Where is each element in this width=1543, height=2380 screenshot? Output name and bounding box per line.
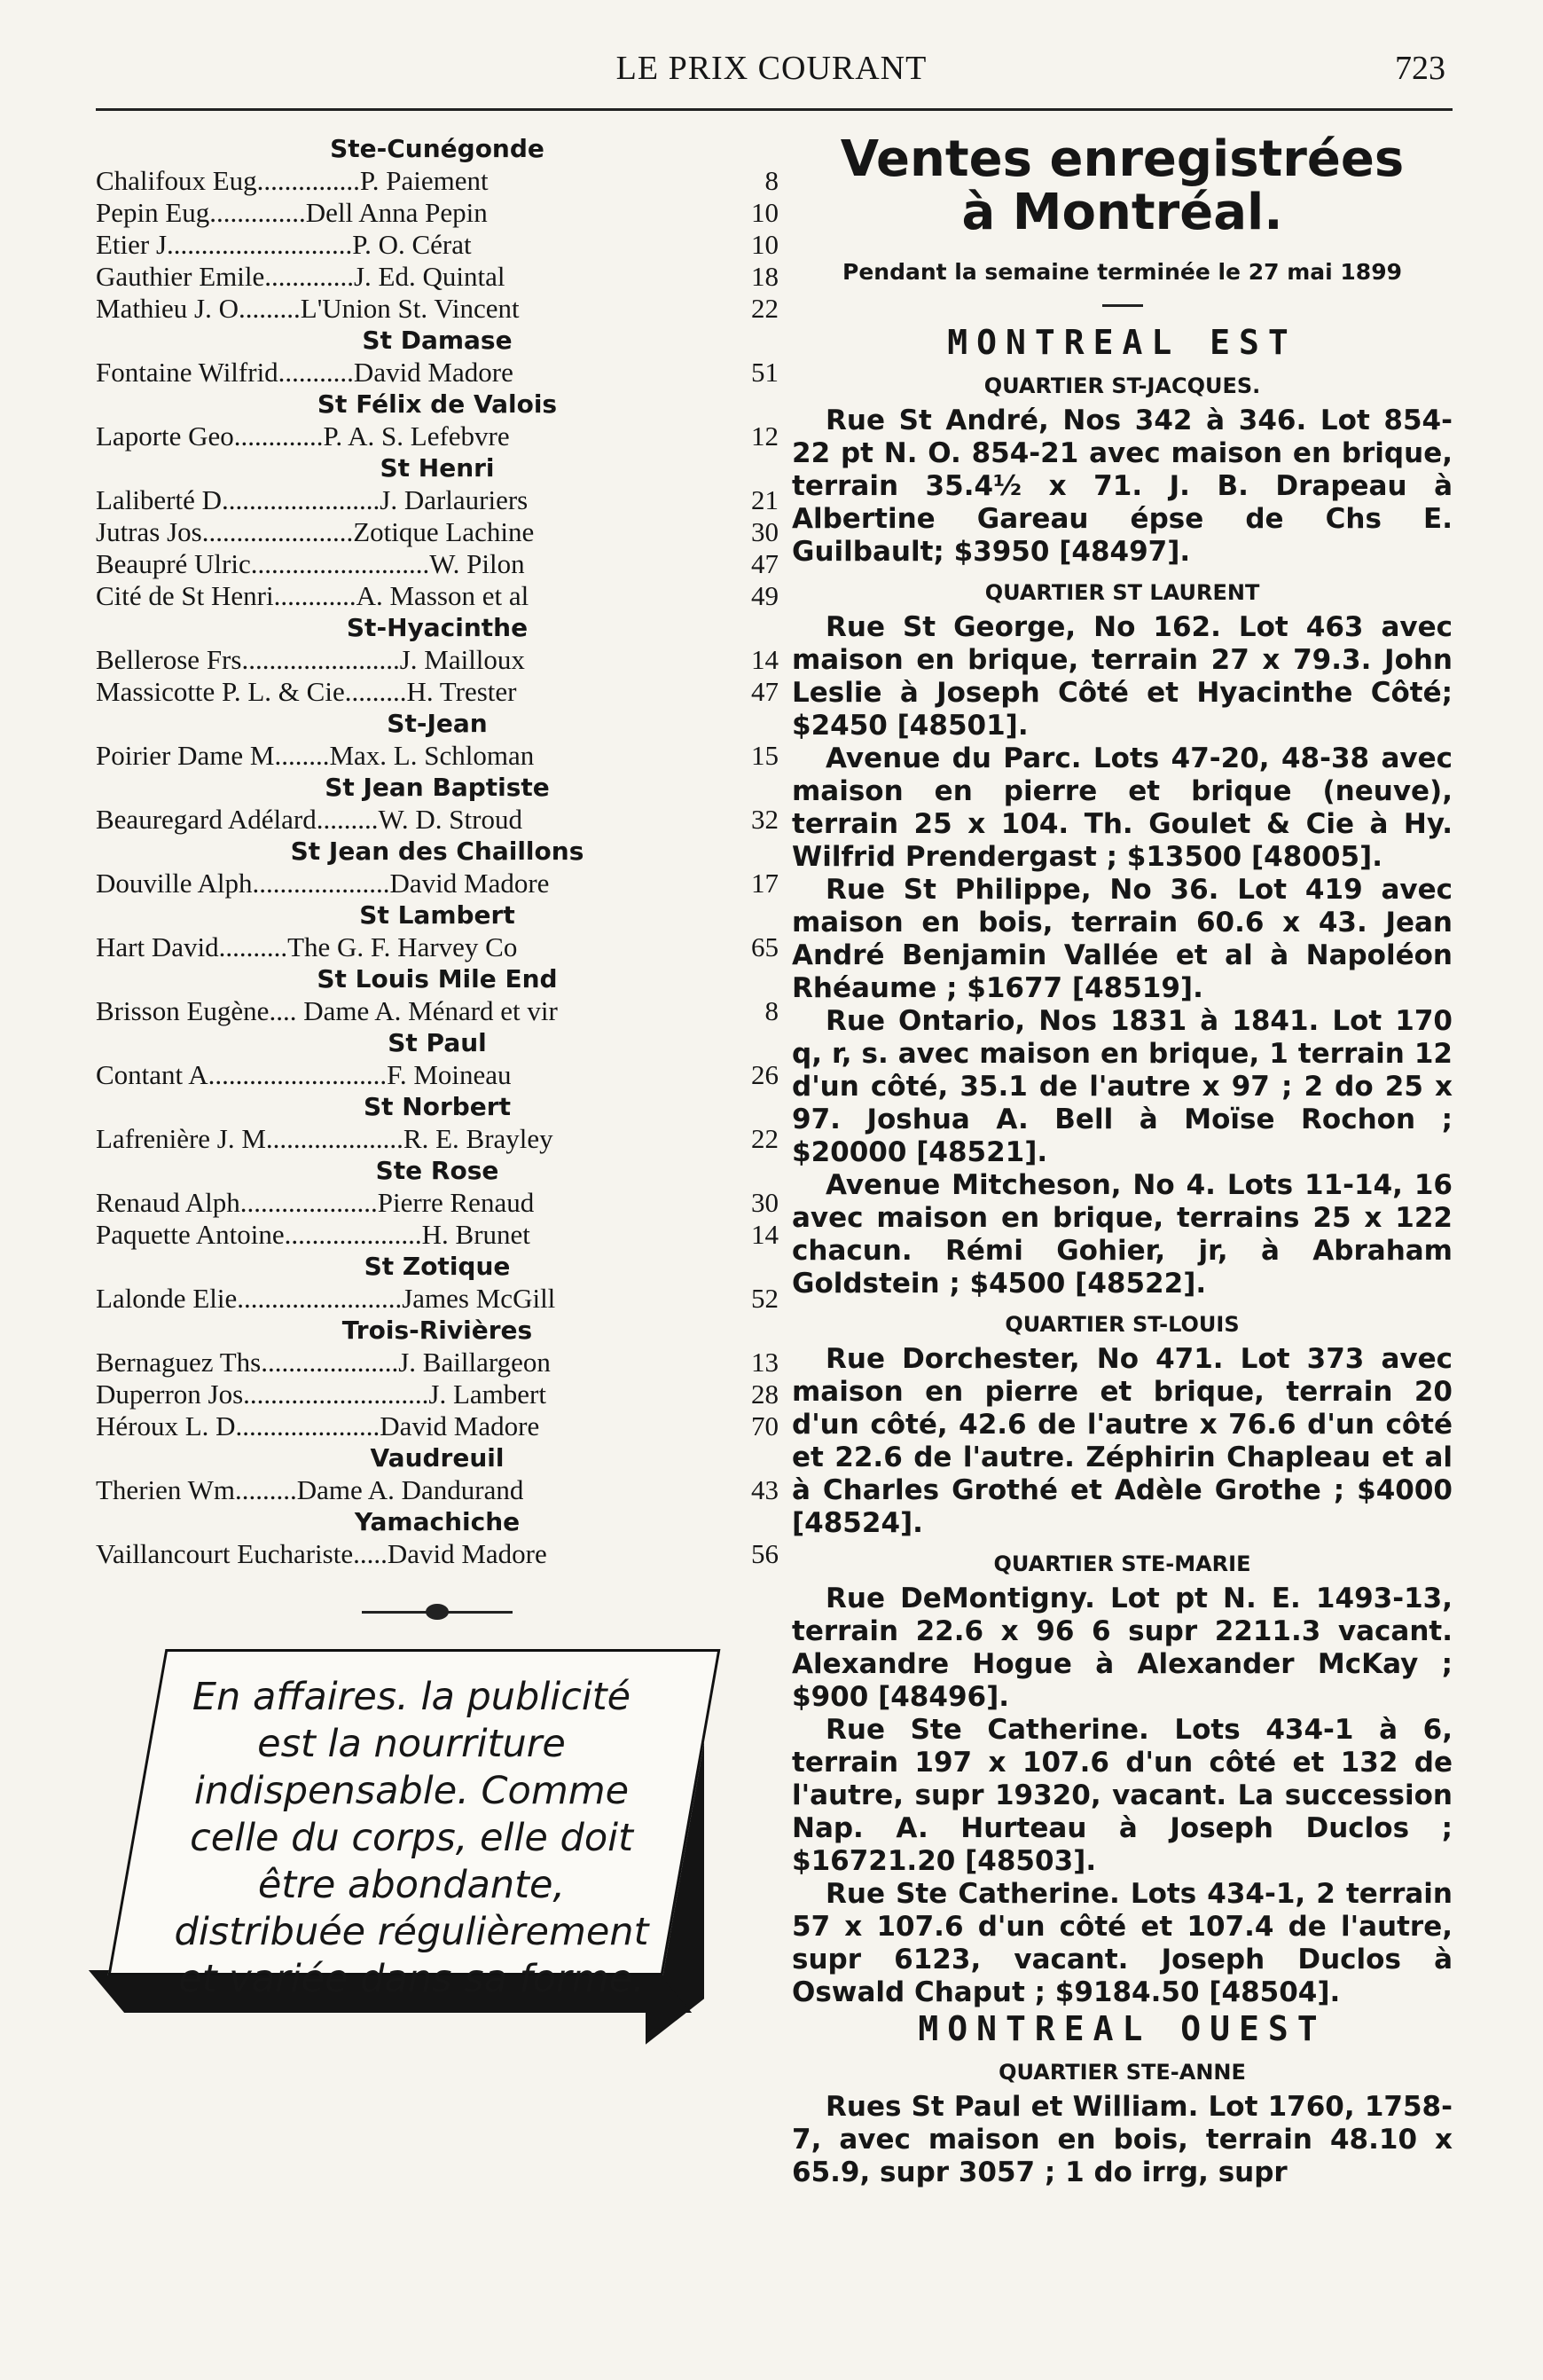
judgment-parties: Jutras Jos......................Zotique Lachine bbox=[96, 516, 535, 547]
sale-entry: Avenue Mitcheson, No 4. Lots 11-14, 16 avec maison en brique, terrains 25 x 122 chacun. Rémi Gohier, jr, à Abraham Goldstein ; $4500 [48522]. bbox=[792, 1169, 1453, 1300]
judgment-parties: Cité de St Henri............A. Masson et al bbox=[96, 580, 529, 611]
judgment-parties: Douville Alph....................David Madore bbox=[96, 868, 550, 899]
judgment-amount: 22 bbox=[751, 1123, 779, 1154]
sale-entry: Rue Ste Catherine. Lots 434-1 à 6, terrain 197 x 107.6 d'un côté et 132 de l'autre, supr 19320, vacant. La succession Nap. A. Hurteau à Joseph Duclos ; $16721.20 [48503]. bbox=[792, 1714, 1453, 1877]
judgment-parties: Beaupré Ulric..........................W. Pilon bbox=[96, 548, 525, 579]
locality-heading: St Zotique bbox=[364, 1252, 511, 1281]
judgment-amount: 56 bbox=[751, 1538, 779, 1569]
judgment-row bbox=[96, 261, 779, 293]
page-number: 723 bbox=[1395, 50, 1445, 87]
locality-heading: St Norbert bbox=[363, 1092, 511, 1121]
judgment-amount: 10 bbox=[751, 229, 779, 260]
locality-heading: St Lambert bbox=[359, 900, 515, 930]
judgment-amount: 28 bbox=[751, 1379, 779, 1410]
left-column bbox=[96, 133, 779, 2030]
judgment-parties: Laporte Geo.............P. A. S. Lefebvre bbox=[96, 420, 510, 452]
locality-heading: St-Jean bbox=[387, 709, 488, 738]
judgment-amount: 26 bbox=[751, 1059, 779, 1090]
judgment-parties: Therien Wm.........Dame A. Dandurand bbox=[96, 1474, 524, 1505]
judgment-amount: 18 bbox=[751, 261, 779, 292]
judgment-amount: 30 bbox=[751, 516, 779, 547]
sale-entry: Rue St André, Nos 342 à 346. Lot 854-22 pt N. O. 854-21 avec maison en brique, terrain 35.4½ x 71. J. B. Drapeau à Albertine Gareau épse de Chs E. Guilbault; $3950 [48497]. bbox=[792, 405, 1453, 568]
judgment-amount: 49 bbox=[751, 580, 779, 611]
judgment-parties: Etier J...........................P. O. Cérat bbox=[96, 229, 472, 260]
judgment-parties: Héroux L. D.....................David Madore bbox=[96, 1410, 540, 1441]
judgment-amount: 14 bbox=[751, 644, 779, 675]
judgment-parties: Vaillancourt Eucharistе.....David Madore bbox=[96, 1538, 547, 1569]
judgment-parties: Gauthier Emile.............J. Ed. Quintal bbox=[96, 261, 505, 292]
judgment-row bbox=[96, 1059, 779, 1091]
judgment-parties: Duperron Jos...........................J. Lambert bbox=[96, 1379, 546, 1410]
judgment-row bbox=[96, 165, 779, 197]
judgment-row bbox=[96, 420, 779, 452]
judgment-parties: Bellerose Frs.......................J. Mailloux bbox=[96, 644, 525, 675]
judgment-amount: 12 bbox=[751, 420, 779, 452]
judgment-row bbox=[96, 1219, 779, 1251]
quarter-heading: QUARTIER ST-LOUIS bbox=[1005, 1312, 1240, 1337]
sale-entry: Rue St Philippe, No 36. Lot 419 avec maison en bois, terrain 60.6 x 43. Jean André Benjamin Vallée et al à Napoléon Rhéaume ; $1677 [48519]. bbox=[792, 874, 1453, 1004]
judgment-parties: Bernaguez Ths....................J. Baillargeon bbox=[96, 1347, 551, 1378]
judgment-row bbox=[96, 1187, 779, 1219]
locality-heading: Ste-Cunégonde bbox=[330, 134, 544, 163]
locality-heading: Yamachiche bbox=[354, 1507, 521, 1536]
judgment-amount: 30 bbox=[751, 1187, 779, 1218]
area-heading-ouest: MONTREAL OUEST bbox=[918, 2009, 1327, 2048]
judgment-parties: Chalifoux Eug...............P. Paiement bbox=[96, 165, 489, 196]
judgment-amount: 70 bbox=[751, 1410, 779, 1441]
judgment-row bbox=[96, 293, 779, 325]
judgment-row bbox=[96, 1379, 779, 1410]
locality-heading: Trois-Rivières bbox=[341, 1316, 533, 1345]
judgment-parties: Renaud Alph....................Pierre Renaud bbox=[96, 1187, 535, 1218]
sales-subtitle: Pendant la semaine terminée le 27 mai 1899 bbox=[842, 259, 1402, 285]
judgment-amount: 51 bbox=[751, 357, 779, 388]
judgment-amount: 10 bbox=[751, 197, 779, 228]
judgment-row bbox=[96, 868, 779, 899]
judgment-row bbox=[96, 676, 779, 708]
judgment-parties: Poirier Dame M........Max. L. Schloman bbox=[96, 740, 535, 771]
judgment-row bbox=[96, 740, 779, 772]
judgment-amount: 47 bbox=[751, 548, 779, 579]
judgment-amount: 22 bbox=[751, 293, 779, 324]
judgment-row bbox=[96, 484, 779, 516]
judgment-parties: Contant A..........................F. Moineau bbox=[96, 1059, 512, 1090]
judgment-row bbox=[96, 229, 779, 261]
locality-heading: St Jean des Chaillons bbox=[290, 837, 584, 866]
judgment-row bbox=[96, 1347, 779, 1379]
judgment-amount: 43 bbox=[751, 1474, 779, 1505]
judgment-amount: 52 bbox=[751, 1283, 779, 1314]
judgment-row bbox=[96, 644, 779, 676]
sale-entry: Rue DeMontigny. Lot pt N. E. 1493-13, terrain 22.6 x 96 6 supr 2211.3 vacant. Alexandre Hogue à Alexander McKay ; $900 [48496]. bbox=[792, 1583, 1453, 1713]
locality-heading: St Félix de Valois bbox=[317, 389, 558, 419]
quarter-heading: QUARTIER ST LAURENT bbox=[984, 580, 1260, 605]
sale-entry: Rue Ontario, Nos 1831 à 1841. Lot 170 q, r, s. avec maison en brique, 1 terrain 12 d'un côté, 35.1 de l'autre x 97 ; 2 do 25 x 97. Joshua A. Bell à Moïse Rochon ; $20000 [48521]. bbox=[792, 1005, 1453, 1168]
judgment-parties: Hart David..........The G. F. Harvey Co bbox=[96, 931, 518, 962]
locality-heading: St Henri bbox=[380, 453, 495, 483]
judgment-amount: 65 bbox=[751, 931, 779, 962]
locality-heading: Ste Rose bbox=[375, 1156, 499, 1185]
sale-entry: Rue Dorchester, No 471. Lot 373 avec maison en pierre et brique, terrain 20 d'un côté, 42.6 de l'autre x 76.6 d'un côté et 22.6 de l'autre. Zéphirin Chapleau et al à Charles Grothé et Adèle Grothe ; $4000 [48524]. bbox=[792, 1343, 1453, 1539]
judgment-amount: 14 bbox=[751, 1219, 779, 1250]
judgment-amount: 47 bbox=[751, 676, 779, 707]
locality-heading: St Jean Baptiste bbox=[325, 773, 550, 802]
judgment-list bbox=[96, 133, 779, 1570]
judgment-parties: Laliberté D.......................J. Darlauriers bbox=[96, 484, 529, 515]
locality-heading: St Paul bbox=[388, 1028, 487, 1057]
judgment-row bbox=[96, 1538, 779, 1570]
judgment-amount: 21 bbox=[751, 484, 779, 515]
judgment-parties: Massicotte P. L. & Cie.........H. Trester bbox=[96, 676, 517, 707]
judgment-row bbox=[96, 580, 779, 612]
quarter-heading: QUARTIER ST-JACQUES. bbox=[983, 373, 1261, 398]
judgment-amount: 15 bbox=[751, 740, 779, 771]
judgment-row bbox=[96, 516, 779, 548]
judgment-parties: Lafrenière J. M....................R. E. Brayley bbox=[96, 1123, 553, 1154]
judgment-amount: 8 bbox=[764, 995, 779, 1026]
judgment-amount: 13 bbox=[751, 1347, 779, 1378]
judgment-row bbox=[96, 197, 779, 229]
locality-heading: St-Hyacinthe bbox=[346, 613, 529, 642]
judgment-row bbox=[96, 1283, 779, 1315]
sale-entry: Rue Ste Catherine. Lots 434-1, 2 terrain 57 x 107.6 d'un côté et 107.4 de l'autre, supr 6123, vacant. Joseph Duclos à Oswald Chaput ; $9184.50 [48504]. bbox=[792, 1878, 1453, 2008]
locality-heading: St Damase bbox=[362, 326, 513, 355]
judgment-row bbox=[96, 1123, 779, 1155]
short-rule bbox=[1102, 304, 1143, 307]
judgment-parties: Pepin Eug..............Dell Anna Pepin bbox=[96, 197, 488, 228]
judgment-parties: Beauregard Adélard.........W. D. Stroud bbox=[96, 804, 522, 835]
judgment-row bbox=[96, 357, 779, 389]
locality-heading: St Louis Mile End bbox=[317, 964, 558, 994]
judgment-row bbox=[96, 931, 779, 963]
ad-text: En affaires. la publicité est la nourriture indispensable. Comme celle du corps, elle doit être abondante, distribuée régulièrement et variée dans sa forme. bbox=[174, 1675, 649, 2001]
page-header bbox=[0, 49, 1543, 102]
journal-title: LE PRIX COURANT bbox=[615, 50, 928, 87]
judgment-row bbox=[96, 804, 779, 836]
right-column bbox=[792, 130, 1453, 2189]
judgment-amount: 8 bbox=[764, 165, 779, 196]
judgment-amount: 17 bbox=[751, 868, 779, 899]
judgment-parties: Paquette Antoine....................H. Brunet bbox=[96, 1219, 530, 1250]
locality-heading: Vaudreuil bbox=[370, 1443, 505, 1473]
judgment-row bbox=[96, 1474, 779, 1506]
area-heading-est: MONTREAL EST bbox=[947, 323, 1297, 362]
judgment-parties: Brisson Eugène.... Dame A. Ménard et vir bbox=[96, 995, 558, 1026]
header-rule bbox=[96, 108, 1453, 111]
judgment-row bbox=[96, 548, 779, 580]
advertisement-box bbox=[96, 1649, 734, 2030]
sale-entry: Rue St George, No 162. Lot 463 avec maison en brique, terrain 27 x 79.3. John Leslie à Joseph Côté et Hyacinthe Côté; $2450 [48501]. bbox=[792, 611, 1453, 742]
quarter-heading: QUARTIER STE-MARIE bbox=[993, 1551, 1251, 1576]
judgment-row bbox=[96, 995, 779, 1027]
judgment-parties: Lalonde Elie........................James McGill bbox=[96, 1283, 556, 1314]
judgment-parties: Mathieu J. O.........L'Union St. Vincent bbox=[96, 293, 520, 324]
sales-title-line2: à Montréal. bbox=[961, 184, 1283, 241]
judgment-amount: 32 bbox=[751, 804, 779, 835]
sale-entry: Avenue du Parc. Lots 47-20, 48-38 avec maison en pierre et brique (neuve), terrain 25 x 104. Th. Goulet & Cie à Hy. Wilfrid Prendergast ; $13500 [48005]. bbox=[792, 742, 1453, 873]
judgment-parties: Fontaine Wilfrid...........David Madore bbox=[96, 357, 513, 388]
judgment-row bbox=[96, 1410, 779, 1442]
sale-entry: Rues St Paul et William. Lot 1760, 1758-7, avec maison en bois, terrain 48.10 x 65.9, supr 3057 ; 1 do irrg, supr bbox=[792, 2091, 1453, 2188]
sales-title-line1: Ventes enregistrées bbox=[840, 130, 1405, 188]
quarter-heading: QUARTIER STE-ANNE bbox=[999, 2060, 1246, 2085]
ornament-divider bbox=[362, 1611, 513, 1614]
